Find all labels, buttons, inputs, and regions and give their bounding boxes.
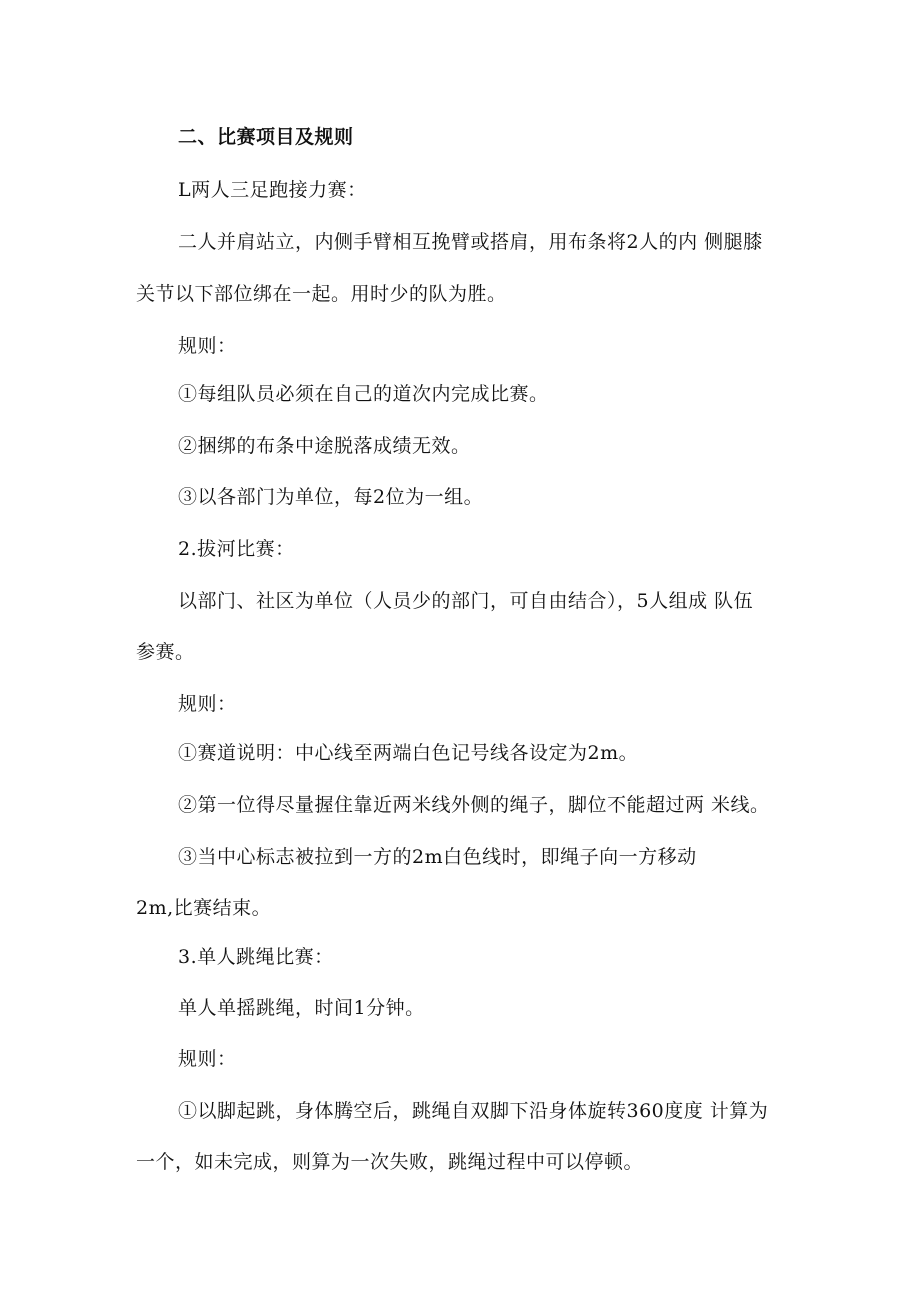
event3-rule1-line1: ①以脚起跳，身体腾空后，跳绳自双脚下沿身体旋转360度度 计算为 xyxy=(178,1100,769,1122)
event3-desc: 单人单摇跳绳，时间1分钟。 xyxy=(178,997,425,1019)
event1-desc-line1: 二人并肩站立，内侧手臂相互挽臂或搭肩，用布条将2人的内 侧腿膝 xyxy=(178,231,763,253)
event3-title: 3.单人跳绳比赛： xyxy=(178,946,334,968)
event1-rules-label: 规则： xyxy=(178,335,237,357)
section-title: 二、比赛项目及规则 xyxy=(178,126,354,148)
event1-rule3: ③以各部门为单位，每2位为一组。 xyxy=(178,486,484,508)
event2-rule3-line2: 2m,比赛结束。 xyxy=(136,897,272,919)
event1-title: L两人三足跑接力赛： xyxy=(178,179,367,201)
event1-rule1: ①每组队员必须在自己的道次内完成比赛。 xyxy=(178,383,549,405)
event2-desc-line2: 参赛。 xyxy=(136,641,195,663)
event2-rules-label: 规则： xyxy=(178,693,237,715)
event1-rule2: ②捆绑的布条中途脱落成绩无效。 xyxy=(178,435,471,457)
event2-rule1: ①赛道说明：中心线至两端白色记号线各设定为2m。 xyxy=(178,742,639,764)
event3-rule1-line2: 一个，如未完成，则算为一次失败，跳绳过程中可以停顿。 xyxy=(136,1151,644,1173)
event3-rules-label: 规则： xyxy=(178,1048,237,1070)
event2-title: 2.拔河比赛： xyxy=(178,538,295,560)
event2-rule2: ②第一位得尽量握住靠近两米线外侧的绳子，脚位不能超过两 米线。 xyxy=(178,794,770,816)
event1-desc-line2: 关节以下部位绑在一起。用时少的队为胜。 xyxy=(136,283,507,305)
event2-rule3-line1: ③当中心标志被拉到一方的2m白色线时，即绳子向一方移动 xyxy=(178,846,697,868)
event2-desc-line1: 以部门、社区为单位（人员少的部门，可自由结合），5人组成 队伍 xyxy=(178,590,754,612)
